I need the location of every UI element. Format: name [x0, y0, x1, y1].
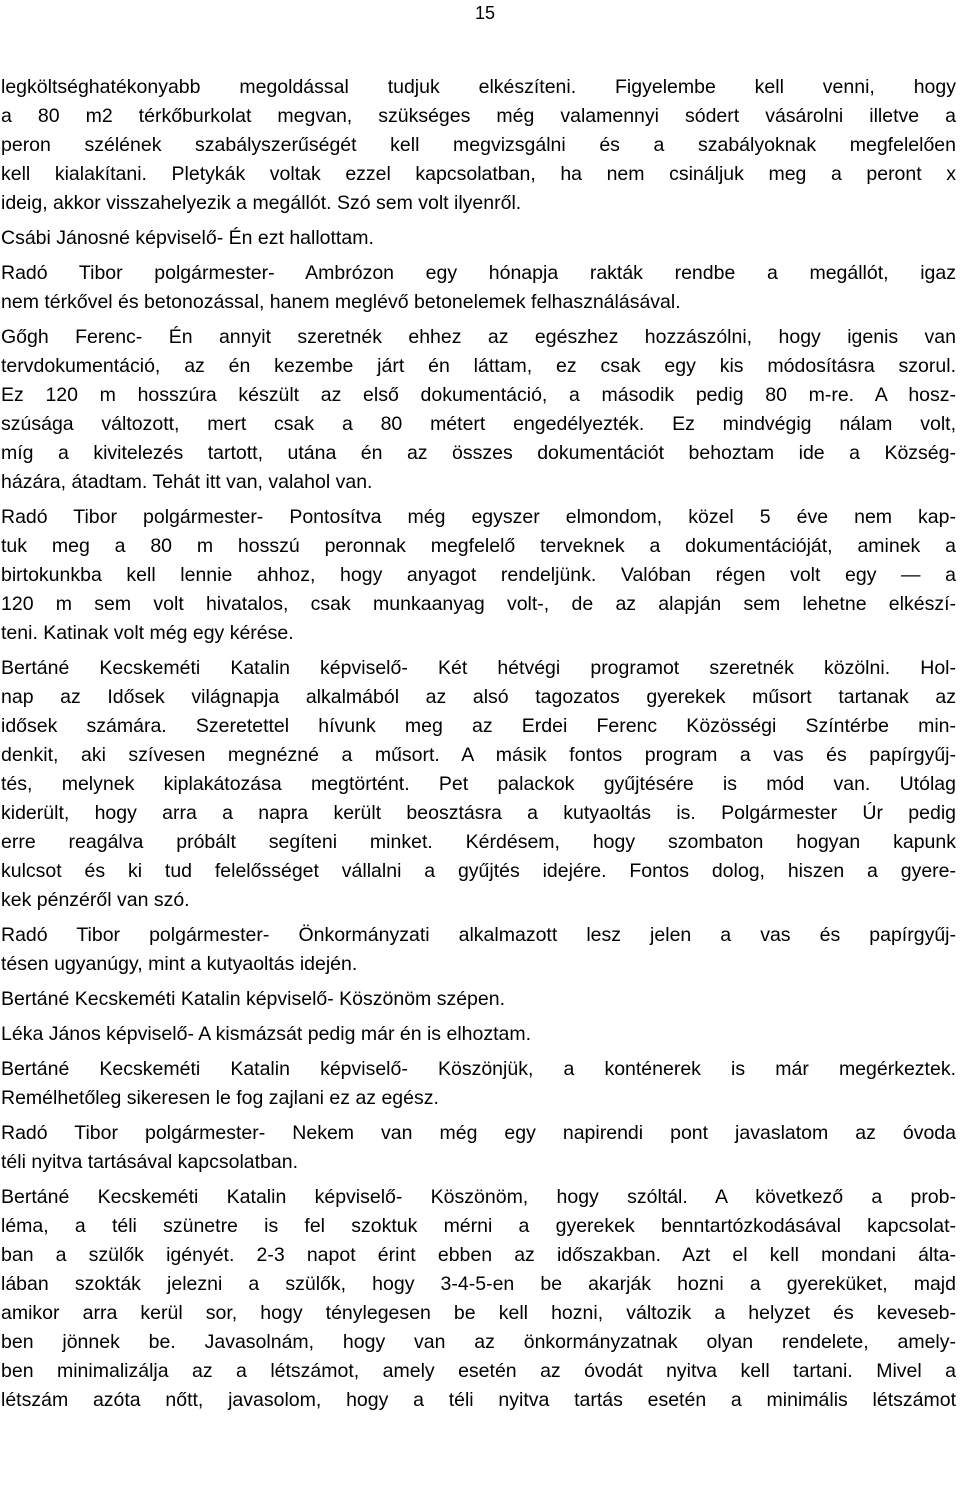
paragraph — [0, 985, 960, 1014]
text-line: Léka János képviselő- A kismázsát pedig már én is elhoztam. — [1, 1023, 532, 1045]
text-line: Bertáné Kecskeméti Katalin képviselő- Köszönöm szépen. — [1, 988, 506, 1010]
text-line: szúsága változott, mert csak a 80 métert engedélyezték. Ez mindvégig nálam volt, — [1, 413, 956, 435]
text-line: Bertáné Kecskeméti Katalin képviselő- Köszönöm, hogy szóltál. A következő a prob- — [1, 1186, 956, 1208]
paragraph — [0, 1119, 960, 1177]
text-line: Remélhetőleg sikeresen le fog zajlani ez az egész. — [1, 1087, 439, 1109]
text-line: tuk meg a 80 m hosszú peronnak megfelelő terveknek a dokumentációját, aminek a — [1, 535, 956, 557]
text-line: Radó Tibor polgármester- Nekem van még egy napirendi pont javaslatom az óvoda — [1, 1122, 956, 1144]
text-line: idősek számára. Szeretettel hívunk meg az Erdei Ferenc Közösségi Színtérbe min- — [1, 715, 956, 737]
text-line: Gőgh Ferenc- Én annyit szeretnék ehhez az egészhez hozzászólni, hogy igenis van — [1, 326, 956, 348]
paragraph — [0, 1055, 960, 1113]
paragraph — [0, 1183, 960, 1415]
text-line: Csábi Jánosné képviselő- Én ezt hallottam. — [1, 227, 374, 249]
text-line: kell kialakítani. Pletykák voltak ezzel kapcsolatban, ha nem csináljuk meg a peront x — [1, 163, 956, 185]
text-line: Bertáné Kecskeméti Katalin képviselő- Két hétvégi programot szeretnék közölni. Hol- — [1, 657, 956, 679]
text-line: 120 m sem volt hivatalos, csak munkaanyag volt-, de az alapján sem lehetne elkészí- — [1, 593, 956, 615]
paragraph — [0, 224, 960, 253]
text-line: téli nyitva tartásával kapcsolatban. — [1, 1151, 298, 1173]
text-line: házára, átadtam. Tehát itt van, valahol van. — [1, 471, 373, 493]
text-line: tervdokumentáció, az én kezembe járt én láttam, ez csak egy kis módosításra szorul. — [1, 355, 956, 377]
paragraph — [0, 323, 960, 497]
text-line: létszám azóta nőtt, javasolom, hogy a téli nyitva tartás esetén a minimális létszámot — [1, 1389, 956, 1411]
text-line: nem térkővel és betonozással, hanem meglévő betonelemek felhasználásával. — [1, 291, 681, 313]
text-line: ban a szülők igényét. 2-3 napot érint ebben az időszakban. Azt el kell mondani álta- — [1, 1244, 956, 1266]
page-number: 15 — [474, 3, 495, 23]
paragraph — [0, 1020, 960, 1049]
text-line: erre reagálva próbált segíteni minket. Kérdésem, hogy szombaton hogyan kapunk — [1, 831, 956, 853]
text-line: tés, melynek kiplakátozása megtörtént. Pet palackok gyűjtésére is mód van. Utólag — [1, 773, 956, 795]
text-line: a 80 m2 térkőburkolat megvan, szükséges még valamennyi sódert vásárolni illetve a — [1, 105, 956, 127]
text-line: Radó Tibor polgármester- Ambrózon egy hónapja rakták rendbe a megállót, igaz — [1, 262, 956, 284]
text-line: ben minimalizálja az a létszámot, amely esetén az óvodát nyitva kell tartani. Mivel a — [1, 1360, 956, 1382]
text-line: denkit, aki szívesen megnézné a műsort. A másik fontos program a vas és papírgyűj- — [1, 744, 956, 766]
paragraph — [0, 259, 960, 317]
text-line: nap az Idősek világnapja alkalmából az alsó tagozatos gyerekek műsort tartanak az — [1, 686, 956, 708]
paragraph — [0, 73, 960, 218]
paragraph — [0, 503, 960, 648]
text-line: tésen ugyanúgy, mint a kutyaoltás idején. — [1, 953, 358, 975]
paragraph — [0, 654, 960, 915]
text-line: léma, a téli szünetre is fel szoktuk mérni a gyerekek benntartózkodásával kapcsolat- — [1, 1215, 956, 1237]
text-line: birtokunkba kell lennie ahhoz, hogy anyagot rendeljünk. Valóban régen volt egy — a — [1, 564, 956, 586]
text-line: kulcsot és ki tud felelősséget vállalni a gyűjtés idejére. Fontos dolog, hiszen a gyere- — [1, 860, 956, 882]
text-line: ideig, akkor visszahelyezik a megállót. Szó sem volt ilyenről. — [1, 192, 522, 214]
text-line: Radó Tibor polgármester- Pontosítva még egyszer elmondom, közel 5 éve nem kap- — [1, 506, 956, 528]
text-line: Bertáné Kecskeméti Katalin képviselő- Köszönjük, a konténerek is már megérkeztek. — [1, 1058, 956, 1080]
paragraph — [0, 921, 960, 979]
text-line: amikor arra kerül sor, hogy ténylegesen be kell hozni, változik a helyzet és keveseb- — [1, 1302, 956, 1324]
text-line: legköltséghatékonyabb megoldással tudjuk elkészíteni. Figyelembe kell venni, hogy — [1, 76, 956, 98]
text-line: Radó Tibor polgármester- Önkormányzati alkalmazott lesz jelen a vas és papírgyűj- — [1, 924, 956, 946]
document-body — [0, 73, 960, 1415]
text-line: míg a kivitelezés tartott, utána én az összes dokumentációt behoztam ide a Község- — [1, 442, 956, 464]
text-line: lában szokták jelezni a szülők, hogy 3-4-5-en be akarják hozni a gyereküket, majd — [1, 1273, 956, 1295]
text-line: kek pénzéről van szó. — [1, 889, 190, 911]
text-line: Ez 120 m hosszúra készült az első dokumentáció, a második pedig 80 m-re. A hosz- — [1, 384, 956, 406]
text-line: peron szélének szabályszerűségét kell megvizsgálni és a szabályoknak megfelelően — [1, 134, 956, 156]
text-line: teni. Katinak volt még egy kérése. — [1, 622, 294, 644]
text-line: kiderült, hogy arra a napra került beosztásra a kutyaoltás is. Polgármester Úr pedig — [1, 802, 956, 824]
text-line: ben jönnek be. Javasolnám, hogy van az önkormányzatnak olyan rendelete, amely- — [1, 1331, 956, 1353]
